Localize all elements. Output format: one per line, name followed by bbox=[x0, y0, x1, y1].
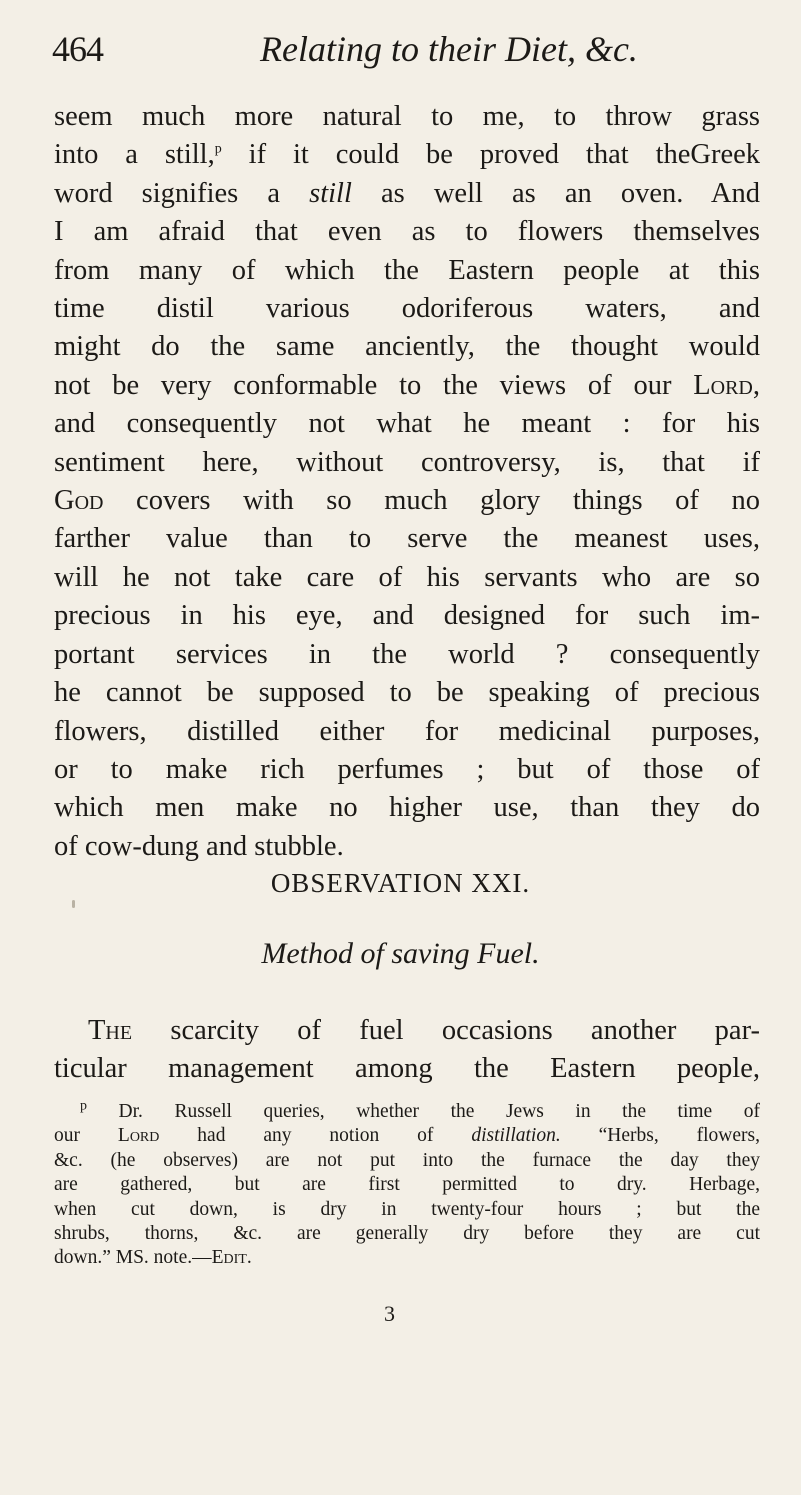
page-number: 464 bbox=[52, 29, 103, 69]
footnote bbox=[54, 1100, 760, 1271]
footnote-line: when cut down, is dry in twenty-four hours ; but the bbox=[54, 1198, 760, 1220]
text-line: will he not take care of his servants who are so bbox=[54, 561, 760, 593]
text-line: and consequently not what he meant : for his bbox=[54, 408, 760, 440]
text-line: into a still,$^p$ if it could be proved that theGreek bbox=[54, 139, 761, 171]
text-line: which men make no higher use, than they do bbox=[54, 792, 760, 824]
footnote-marker: p bbox=[80, 1098, 87, 1114]
paper-speck bbox=[72, 900, 75, 908]
section-body-text bbox=[54, 1012, 760, 1089]
footnote-line: down.” MS. note.—Edit. bbox=[54, 1247, 252, 1269]
footnote-marker: p bbox=[214, 141, 222, 157]
text-line: ticular management among the Eastern people, bbox=[54, 1053, 760, 1085]
text-line: flowers, distilled either for medicinal purposes, bbox=[54, 715, 760, 747]
page-header bbox=[52, 18, 752, 78]
text-line: sentiment here, without controversy, is, that if bbox=[54, 446, 760, 478]
text-line: or to make rich perfumes ; but of those of bbox=[54, 753, 760, 785]
text-line: might do the same anciently, the thought would bbox=[54, 331, 760, 363]
text-line: of cow-dung and stubble. bbox=[54, 830, 344, 862]
text-line: seem much more natural to me, to throw grass bbox=[54, 101, 760, 132]
section-subheading: Method of saving Fuel. bbox=[261, 937, 540, 970]
footnote-line: $^p$ Dr. Russell queries, whether the Jews in the time of bbox=[80, 1098, 760, 1122]
text-line: precious in his eye, and designed for such im- bbox=[54, 600, 760, 632]
text-line: I am afraid that even as to flowers themselves bbox=[54, 216, 760, 248]
text-line: portant services in the world ? consequently bbox=[54, 638, 760, 670]
text-line: he cannot be supposed to be speaking of precious bbox=[54, 677, 760, 709]
text-line: God covers with so much glory things of no bbox=[54, 485, 760, 517]
running-head: Relating to their Diet, &c. bbox=[260, 29, 638, 69]
footnote-line: our Lord had any notion of distillation. “Herbs, flowers, bbox=[54, 1125, 760, 1147]
text-line: from many of which the Eastern people at this bbox=[54, 254, 760, 286]
text-line: The scarcity of fuel occasions another par- bbox=[88, 1015, 760, 1046]
text-line: time distil various odoriferous waters, and bbox=[54, 293, 760, 325]
footnote-line: shrubs, thorns, &c. are generally dry before they are cut bbox=[54, 1223, 760, 1245]
section-heading: OBSERVATION XXI. bbox=[270, 868, 531, 898]
text-line: farther value than to serve the meanest uses, bbox=[54, 523, 760, 555]
body-text bbox=[54, 98, 760, 866]
footnote-line: &c. (he observes) are not put into the furnace the day they bbox=[54, 1149, 760, 1171]
text-line: not be very conformable to the views of our Lord, bbox=[54, 369, 760, 401]
footnote-line: are gathered, but are first permitted to dry. Herbage, bbox=[54, 1174, 760, 1196]
text-line: word signifies a still as well as an oven. And bbox=[54, 177, 760, 209]
signature-mark: 3 bbox=[384, 1301, 395, 1326]
